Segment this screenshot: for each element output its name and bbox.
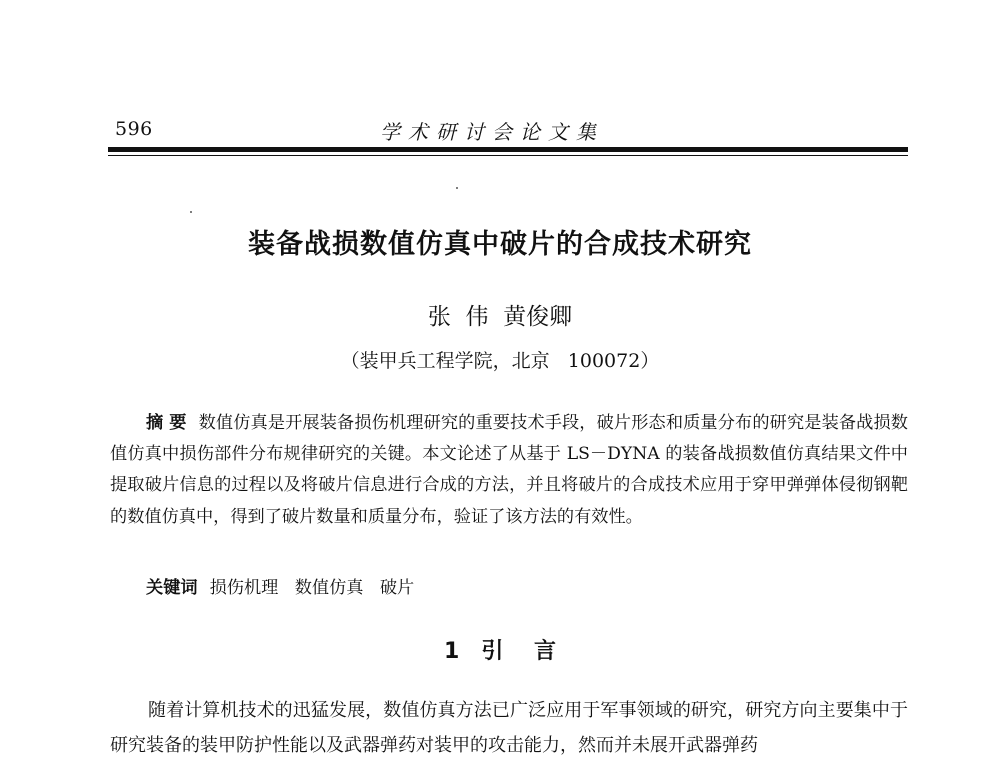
abstract-text: 数值仿真是开展装备损伤机理研究的重要技术手段，破片形态和质量分布的研究是装备战损数值仿真中损伤部件分布规律研究的关键。本文论述了从基于 LS－DYNA 的装备战损数值仿真结果文件中提取破片信息的过程以及将破片信息进行合成的方法，并且将破片的合成技术应用于穿甲弹弹体侵彻钢靶的数值仿真中，得到了破片数量和质量分布，验证了该方法的有效性。 [110,413,908,527]
keywords-label: 关键词 [146,578,198,598]
running-head: 学术研讨会论文集 [380,120,604,144]
keywords [146,573,906,603]
abstract-label: 摘要 [146,413,193,433]
article-authors: 张 伟 黄俊卿 [427,304,573,330]
article-affiliation: （装甲兵工程学院，北京 100072） [340,350,660,372]
abstract [110,408,908,533]
keywords-list: 损伤机理 数值仿真 破片 [209,578,415,598]
section-heading [0,634,1000,665]
section-number: 1 [444,639,460,664]
scan-speck [456,187,458,189]
body-paragraph: 随着计算机技术的迅猛发展，数值仿真方法已广泛应用于军事领域的研究，研究方向主要集中于研究装备的装甲防护性能以及武器弹药对装甲的攻击能力，然而并未展开武器弹药 [110,700,908,756]
scan-speck [190,211,192,213]
article-title: 装备战损数值仿真中破片的合成技术研究 [248,229,752,260]
header-rule-thin [108,155,908,156]
section-title: 引 言 [481,639,556,664]
header-rule-thick [108,147,908,152]
page-number: 596 [115,118,153,140]
